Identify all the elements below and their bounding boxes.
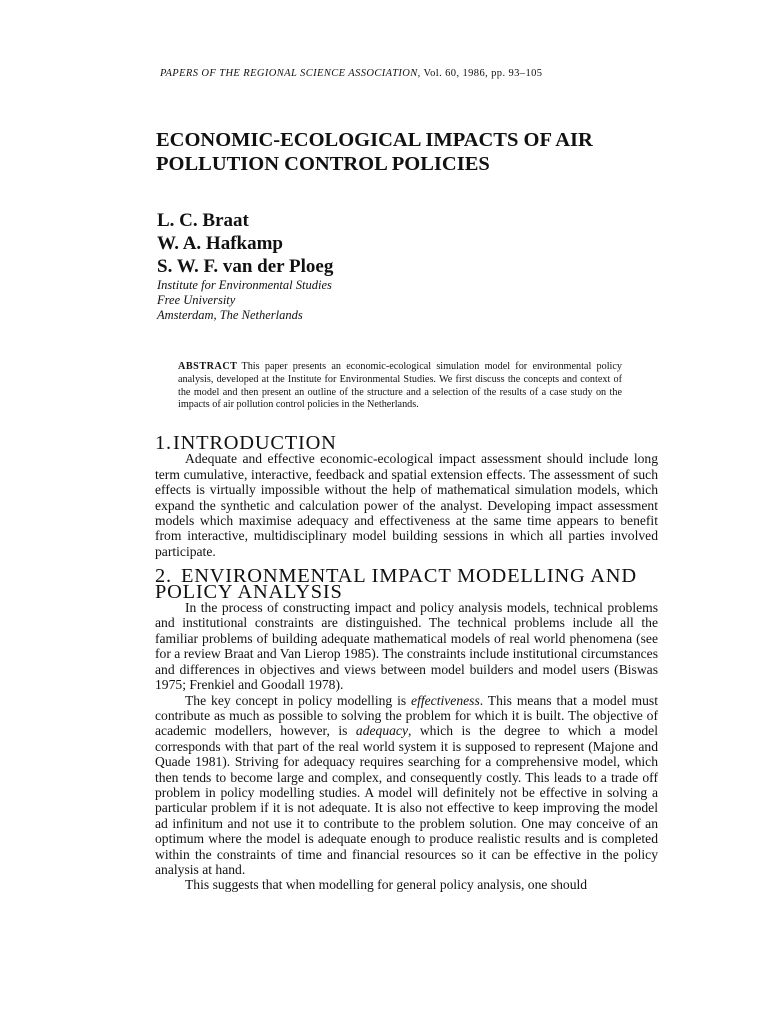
paragraph	[155, 693, 658, 878]
paragraph-text: , which is the degree to which a model corresponds with that part of the real world system it is supposed to represent (Majone and Quade 1981). Striving for adequacy requires searching for a comprehensive model, which then tends to become large and complex, and consequently costly. This leads to a trade off problem in policy modelling studies. A model will definitely not be effective in solving a particular problem if it is not adequate. It is also not effective to keep improving the model ad infinitum and not use it to contribute to the problem solution. One may conceive of an optimum where the model is adequate enough to produce realistic results and is completed within the constraints of time and financial resources so it can be effective in the policy analysis at hand.	[155, 723, 658, 877]
body-text	[155, 432, 658, 893]
abstract	[178, 361, 622, 412]
emphasis-term: adequacy	[355, 723, 408, 739]
paragraph: Adequate and effective economic-ecological impact assessment should include long term cumulative, interactive, feedback and spatial extension effects. The assessment of such effects is virtually impossible without the help of mathematical simulation models, which expand the synthetic and calculation power of the analyst. Developing impact assessment models which maximise adequacy and effectiveness at the same time appears to benefit from interactive, multidisciplinary model building sessions in which all parties involved participate.	[155, 451, 658, 559]
paragraph: This suggests that when modelling for general policy analysis, one should	[185, 877, 588, 893]
section-heading-introduction	[155, 432, 658, 454]
paper-title: ECONOMIC-ECOLOGICAL IMPACTS OF AIR POLLUTION CONTROL POLICIES	[156, 129, 593, 175]
author-name: L. C. Braat	[157, 210, 249, 231]
paragraph: In the process of constructing impact and policy analysis models, technical problems and institutional constraints are distinguished. The technical problems include all the familiar problems of building adequate mathematical models of real world phenomena (see for a review Braat and Van Lierop 1985). The constraints include institutional circumstances and differences in objectives and views between model builders and model users (Biswas 1975; Frenkiel and Goodall 1978).	[155, 600, 658, 693]
abstract-label: ABSTRACT	[178, 361, 238, 372]
affiliation-line: Amsterdam, The Netherlands	[157, 308, 303, 322]
abstract-text: This paper presents an economic-ecological simulation model for environmental policy analysis, developed at the Institute for Environmental Studies. We first discuss the concepts and context of the model and then present an outline of the structure and a selection of the results of a case study on the impacts of air pollution control policies in the Netherlands.	[178, 361, 622, 411]
affiliation-line: Institute for Environmental Studies	[157, 278, 332, 292]
journal-volume: Vol. 60, 1986, pp. 93–105	[423, 68, 543, 79]
journal-name: PAPERS OF THE REGIONAL SCIENCE ASSOCIATION,	[160, 68, 421, 79]
author-name: S. W. F. van der Ploeg	[157, 256, 334, 277]
section-heading-environmental-impact	[155, 565, 658, 603]
paragraph-text: The key concept in policy modelling is	[185, 692, 412, 708]
author-block	[157, 209, 627, 323]
section-number: 1.	[155, 432, 172, 454]
emphasis-term: effectiveness	[411, 692, 480, 708]
affiliation-line: Free University	[157, 293, 236, 307]
paragraph-text: . This means that a model must contribute as much as possible to solving the problem for which it is built. The objective of academic modellers, however, is	[155, 692, 658, 739]
section-number: 2.	[155, 565, 172, 588]
journal-header	[160, 68, 620, 79]
section-title: INTRODUCTION	[173, 432, 337, 454]
author-name: W. A. Hafkamp	[157, 233, 283, 254]
section-title: ENVIRONMENTAL IMPACT MODELLING AND POLICY ANALYSIS	[155, 565, 637, 603]
